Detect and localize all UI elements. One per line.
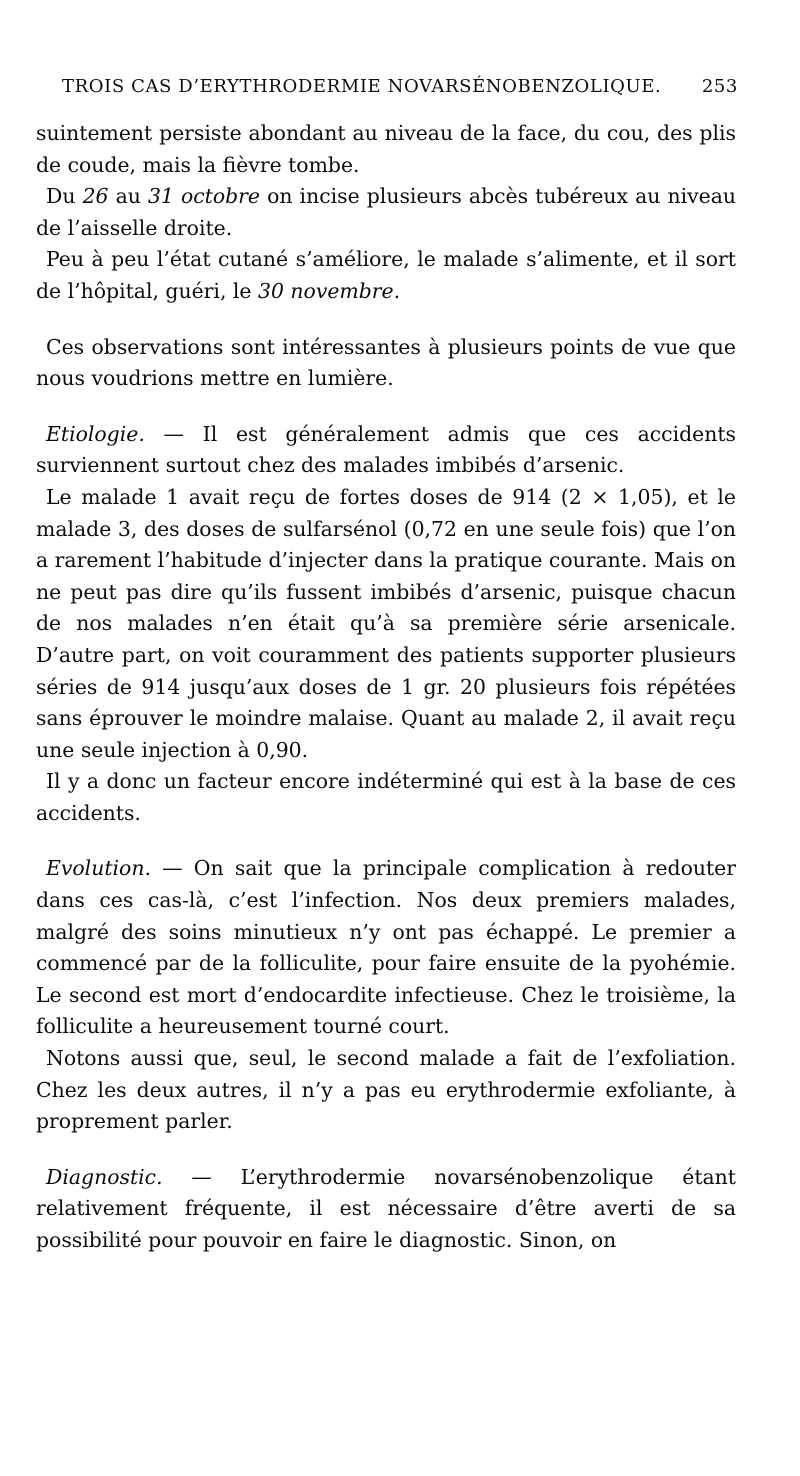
text-run: on incise plusieurs abcès tubéreux au niveau de l’aisselle droite. [36, 184, 737, 240]
paragraph-doses: Le malade 1 avait reçu de fortes doses de 914 (2 × 1,05), et le malade 3, des doses de sulfarsénol (0,72 en une seule fois) que l’on a rarement l’habitude d’injecter dans la pratique courante. Mais on ne peut pas dire qu’ils fussent imbibés d’arsenic, puisque chacun de nos malades n’en était qu’à sa première série arsenicale. D’autre part, on voit couramment des patients supporter plusieurs séries de 914 jusqu’aux doses de 1 gr. 20 plusieurs fois répétées sans éprouver le moindre malaise. Quant au malade 2, il avait reçu une seule injection à 0,90. [36, 484, 736, 762]
section-text: — On sait que la principale complication à redouter dans ces cas-là, c’est l’infection. Nos deux premiers malades, malgré des soins minutieux n’y ont pas échappé. Le premier a commencé par de la folliculite, pour faire ensuite de la pyohémie. Le second est mort d’endocardite infectieuse. Chez le troisième, la folliculite a heureusement tourné court. [36, 856, 736, 1039]
paragraph-recovery [36, 244, 736, 307]
section-heading-etiologie: Etiologie. [46, 421, 145, 446]
paragraph-incision [36, 181, 736, 244]
date-30-novembre: 30 novembre [257, 278, 394, 303]
text-run: Peu à peu l’état cutané s’améliore, le malade s’alimente, et il sort de l’hôpital, guéri, le [36, 247, 736, 303]
section-text: — Il est généralement admis que ces accidents surviennent surtout chez des malades imbibés d’arsenic. [36, 421, 736, 478]
text-run: au [108, 184, 148, 209]
date-31-octobre: 31 octobre [147, 184, 261, 209]
paragraph-exfoliation: Notons aussi que, seul, le second malade a fait de l’exfoliation. Chez les deux autres, il n’y a pas eu erythrodermie exfoliante, à proprement parler. [36, 1046, 736, 1134]
running-header [62, 76, 738, 97]
section-heading-diagnostic: Diagnostic. [46, 1164, 163, 1189]
section-evolution [36, 853, 736, 1043]
paragraph-facteur: Il y a donc un facteur encore indéterminé qui est à la base de ces accidents. [36, 769, 736, 825]
section-heading-evolution: Evolution. [46, 856, 151, 881]
text-run: Du [46, 184, 83, 209]
text-run: . [393, 278, 401, 303]
date-26: 26 [82, 184, 109, 209]
running-title: TROIS CAS D’ERYTHRODERMIE NOVARSÉNOBENZOLIQUE. [62, 76, 662, 97]
section-diagnostic [36, 1162, 736, 1257]
paragraph-observations: Ces observations sont intéressantes à plusieurs points de vue que nous voudrions mettre en lumière. [36, 334, 736, 391]
section-etiologie [36, 419, 736, 482]
body-text [36, 118, 736, 1257]
section-text: — L’erythrodermie novarsénobenzolique étant relativement fréquente, il est nécessaire d’être averti de sa possibilité pour pouvoir en faire le diagnostic. Sinon, on [36, 1164, 736, 1252]
page-number: 253 [701, 76, 738, 97]
paragraph-continuation: suintement persiste abondant au niveau de la face, du cou, des plis de coude, mais la fièvre tombe. [36, 121, 736, 177]
